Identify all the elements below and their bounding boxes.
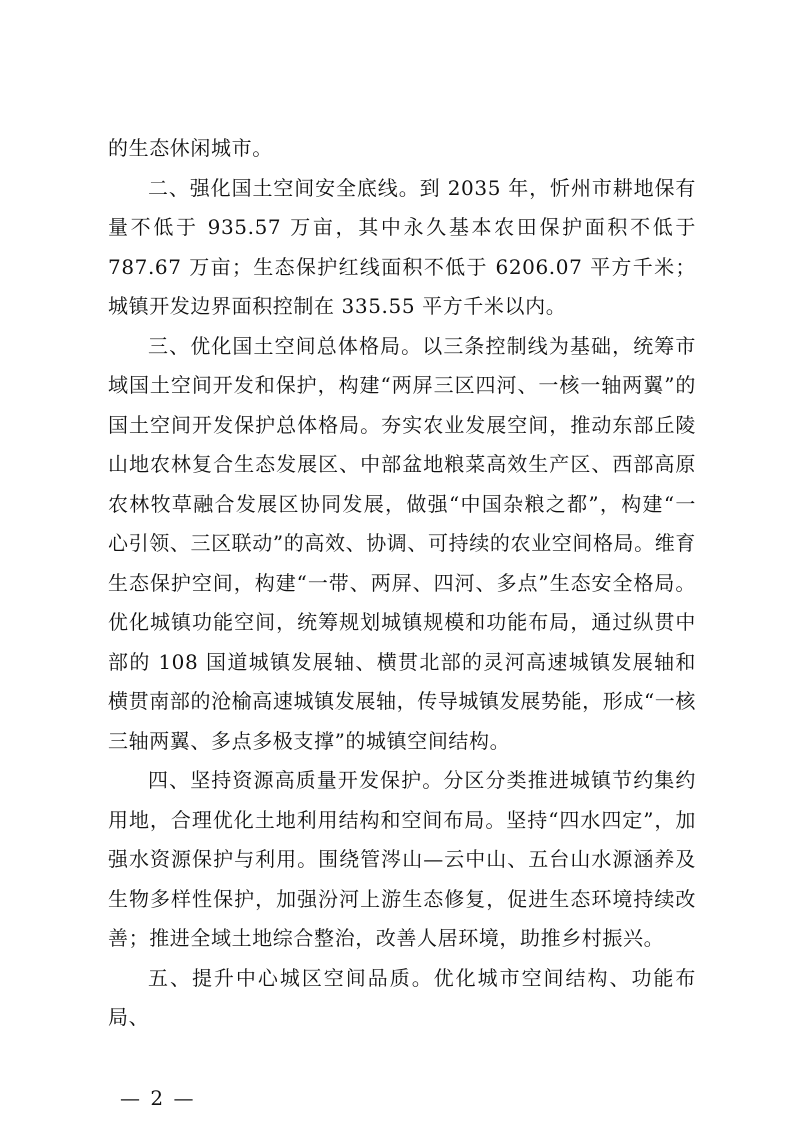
- paragraph-spatial-pattern: 三、优化国土空间总体格局。以三条控制线为基础，统筹市域国土空间开发和保护，构建“两屏三区四河、一核一轴两翼”的国土空间开发保护总体格局。夯实农业发展空间，推动东部丘陵山地农林复合生态发展区、中部盆地粮菜高效生产区、西部高原农林牧草融合发展区协同发展，做强“中国杂粮之都”，构建“一心引领、三区联动”的高效、协调、可持续的农业空间格局。维育生态保护空间，构建“一带、两屏、四河、多点”生态安全格局。优化城镇功能空间，统筹规划城镇规模和功能布局，通过纵贯中部的 108 国道城镇发展轴、横贯北部的灵河高速城镇发展轴和横贯南部的沧榆高速城镇发展轴，传导城镇发展势能，形成“一核三轴两翼、多点多极支撑”的城镇空间结构。: [108, 333, 696, 753]
- paragraph-continuation: 的生态休闲城市。: [108, 136, 273, 160]
- paragraph-central-city-quality: 五、提升中心城区空间品质。优化城市空间结构、功能布局、: [108, 965, 696, 1029]
- document-body: [108, 129, 696, 1038]
- page-number: — 2 —: [120, 1086, 196, 1110]
- paragraph-resource-protection: 四、坚持资源高质量开发保护。分区分类推进城镇节约集约用地，合理优化土地利用结构和空间布局。坚持“四水四定”，加强水资源保护与利用。围绕管涔山—云中山、五台山水源涵养及生物多样性保护，加强汾河上游生态修复，促进生态环境持续改善；推进全域土地综合整治，改善人居环境，助推乡村振兴。: [108, 768, 696, 950]
- paragraph-security-baseline: 二、强化国土空间安全底线。到 2035 年，忻州市耕地保有量不低于 935.57 万亩，其中永久基本农田保护面积不低于 787.67 万亩；生态保护红线面积不低于 6206.07 平方千米；城镇开发边界面积控制在 335.55 平方千米以内。: [108, 175, 696, 318]
